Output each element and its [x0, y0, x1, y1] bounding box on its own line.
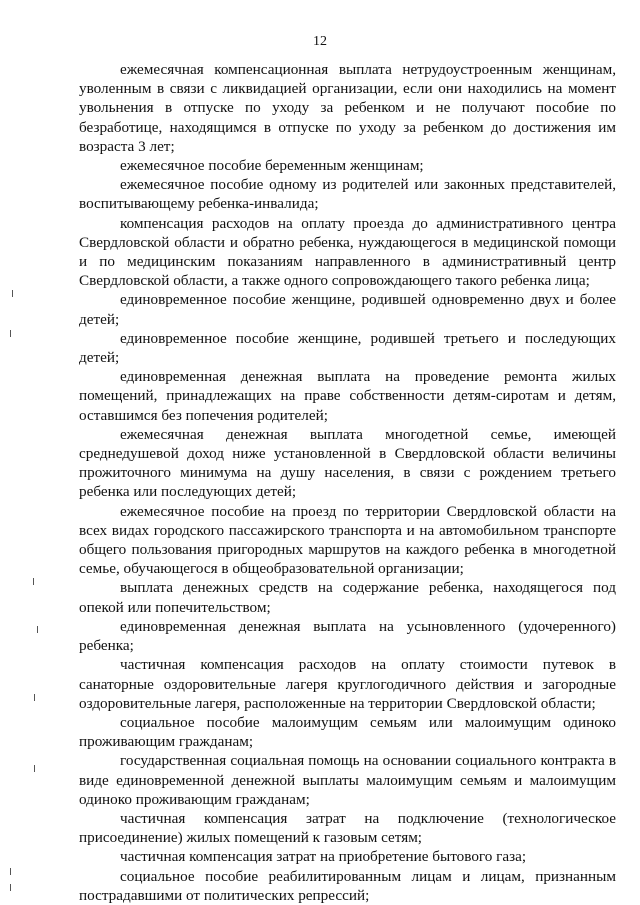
page-number: 12: [313, 34, 327, 49]
paragraph: единовременная денежная выплата на усыновленного (удочеренного) ребенка;: [79, 617, 616, 655]
paragraph: единовременное пособие женщине, родившей одновременно двух и более детей;: [79, 291, 616, 328]
paragraph: единовременное пособие женщине, родившей третьего и последующих детей;: [79, 329, 616, 367]
scan-mark: [37, 626, 38, 633]
document-body: [79, 60, 616, 905]
scan-mark: [12, 290, 13, 297]
paragraph: ежемесячная компенсационная выплата нетрудоустроенным женщинам, уволенным в связи с ликвидацией организации, если они находились на момент увольнения в отпуске по уходу за ребенком и не получают пособие по безработице, находящимся в отпуске по уходу за ребенком до достижения им возраста 3 лет;: [79, 61, 616, 155]
paragraph: ежемесячная денежная выплата многодетной семье, имеющей среднедушевой доход ниже установленной в Свердловской области величины прожиточного минимума на душу населения, в связи с рождением третьего ребенка или последующих детей;: [79, 425, 616, 501]
paragraph: частичная компенсация затрат на приобретение бытового газа;: [120, 848, 527, 866]
scan-mark: [10, 884, 11, 891]
paragraph: ежемесячное пособие беременным женщинам;: [120, 157, 424, 175]
scan-mark: [10, 868, 11, 875]
paragraph: компенсация расходов на оплату проезда до административного центра Свердловской области и обратно ребенка, нуждающегося в медицинской помощи и по медицинским показаниям направленного в административный центр Свердловской области, а также одного сопровождающего такого ребенка лица;: [79, 214, 616, 290]
scan-mark: [33, 578, 34, 585]
paragraph: социальное пособие реабилитированным лицам и лицам, признанным пострадавшими от политических репрессий;: [79, 867, 616, 904]
paragraph: социальное пособие малоимущим семьям или малоимущим одиноко проживающим гражданам;: [79, 713, 616, 751]
paragraph: ежемесячное пособие одному из родителей или законных представителей, воспитывающему ребенка-инвалида;: [79, 176, 616, 213]
scan-mark: [34, 765, 35, 772]
scan-mark: [34, 694, 35, 701]
paragraph: ежемесячное пособие на проезд по территории Свердловской области на всех видах городского пассажирского транспорта и на автомобильном транспорте общего пользования пригородных маршрутов на каждого ребенка в многодетной семье, обучающегося в общеобразовательной организации;: [79, 502, 616, 578]
scan-mark: [10, 330, 11, 337]
paragraph: частичная компенсация затрат на подключение (технологическое присоединение) жилых помещений к газовым сетям;: [79, 809, 616, 847]
paragraph: единовременная денежная выплата на проведение ремонта жилых помещений, принадлежащих на праве собственности детям-сиротам и детям, оставшимся без попечения родителей;: [79, 368, 616, 424]
paragraph: государственная социальная помощь на основании социального контракта в виде единовременной денежной выплаты малоимущим семьям и малоимущим одиноко проживающим гражданам;: [79, 752, 616, 808]
paragraph: частичная компенсация расходов на оплату стоимости путевок в санаторные оздоровительные лагеря круглогодичного действия и загородные оздоровительные лагеря, расположенные на территории Свердловской области;: [79, 656, 616, 712]
paragraph: выплата денежных средств на содержание ребенка, находящегося под опекой или попечительством;: [79, 579, 616, 616]
